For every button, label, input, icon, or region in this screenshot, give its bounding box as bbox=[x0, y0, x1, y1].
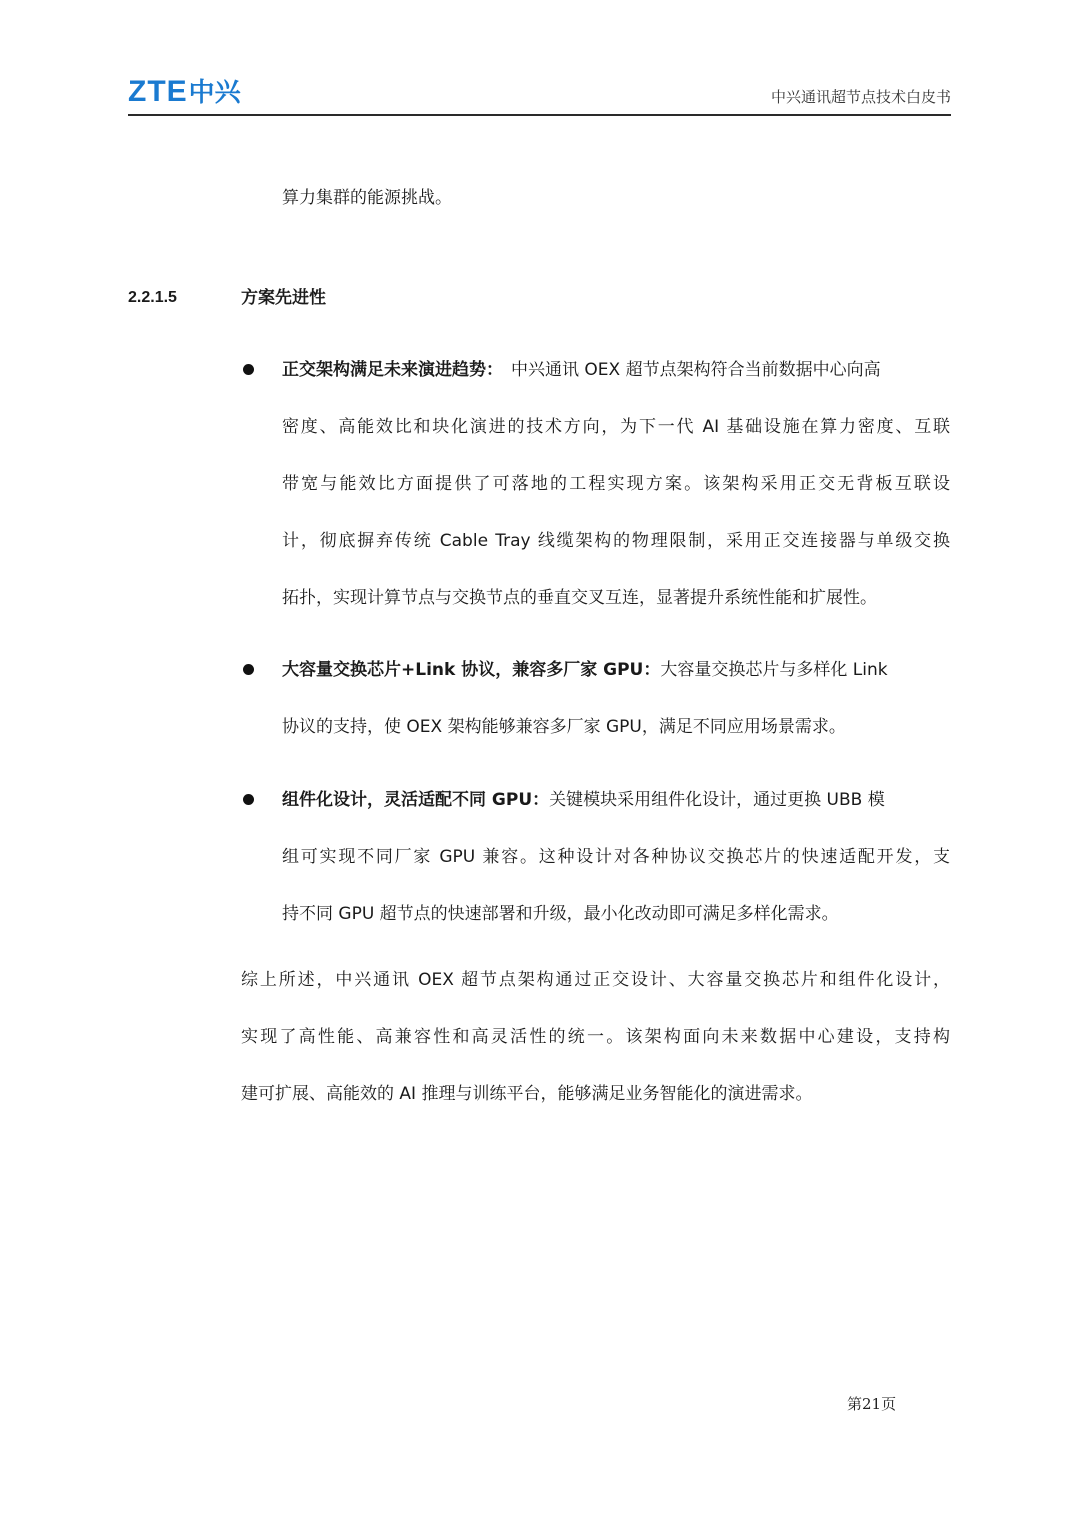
bullet-1-separator: ： bbox=[486, 360, 503, 380]
bullet-3-heading: 组件化设计，灵活适配不同 GPU bbox=[282, 790, 533, 810]
bullet-3-first-line bbox=[282, 788, 885, 812]
bullet-1-line-5: 拓扑，实现计算节点与交换节点的垂直交叉互连，显著提升系统性能和扩展性。 bbox=[282, 588, 877, 608]
bullet-1-line-2: 密度、高能效比和块化演进的技术方向，为下一代 AI 基础设施在算力密度、互联 bbox=[282, 417, 950, 437]
zte-logo bbox=[128, 76, 241, 108]
bullet-3-separator: ： bbox=[532, 790, 550, 810]
bullet-1-line-1: 中兴通讯 OEX 超节点架构符合当前数据中心向高 bbox=[511, 360, 881, 380]
section-number: 2.2.1.5 bbox=[128, 289, 177, 306]
bullet-2-heading: 大容量交换芯片+Link 协议，兼容多厂家 GPU bbox=[282, 660, 644, 680]
summary-line-1: 综上所述，中兴通讯 OEX 超节点架构通过正交设计、大容量交换芯片和组件化设计， bbox=[241, 970, 950, 990]
section-title: 方案先进性 bbox=[241, 288, 326, 308]
bullet-1-first-line bbox=[282, 358, 881, 382]
document-title: 中兴通讯超节点技术白皮书 bbox=[770, 88, 951, 106]
bullet-dot-icon bbox=[243, 664, 254, 675]
bullet-1-heading: 正交架构满足未来演进趋势 bbox=[282, 360, 486, 380]
page-number: 第21页 bbox=[847, 1395, 897, 1413]
summary-line-2: 实现了高性能、高兼容性和高灵活性的统一。该架构面向未来数据中心建设，支持构 bbox=[241, 1027, 950, 1047]
bullet-dot-icon bbox=[243, 794, 254, 805]
bullet-2-first-line bbox=[282, 658, 888, 682]
bullet-2-line-2: 协议的支持，使 OEX 架构能够兼容多厂家 GPU，满足不同应用场景需求。 bbox=[282, 717, 846, 737]
bullet-3-line-3: 持不同 GPU 超节点的快速部署和升级，最小化改动即可满足多样化需求。 bbox=[282, 904, 839, 924]
summary-line-3: 建可扩展、高能效的 AI 推理与训练平台，能够满足业务智能化的演进需求。 bbox=[241, 1084, 813, 1104]
bullet-3-line-2: 组可实现不同厂家 GPU 兼容。这种设计对各种协议交换芯片的快速适配开发，支 bbox=[282, 847, 950, 867]
bullet-1-line-4: 计，彻底摒弃传统 Cable Tray 线缆架构的物理限制，采用正交连接器与单级交换 bbox=[282, 531, 950, 551]
bullet-1-line-3: 带宽与能效比方面提供了可落地的工程实现方案。该架构采用正交无背板互联设 bbox=[282, 474, 950, 494]
logo-text: ZTE bbox=[128, 75, 188, 108]
bullet-2-line-1: 大容量交换芯片与多样化 Link bbox=[660, 660, 888, 680]
bullet-dot-icon bbox=[243, 364, 254, 375]
page-header bbox=[128, 72, 951, 116]
bullet-2-separator: ： bbox=[643, 660, 661, 680]
logo-cn-text: 中兴 bbox=[188, 77, 241, 107]
bullet-3-line-1: 关键模块采用组件化设计，通过更换 UBB 模 bbox=[549, 790, 885, 810]
intro-line: 算力集群的能源挑战。 bbox=[282, 188, 452, 208]
